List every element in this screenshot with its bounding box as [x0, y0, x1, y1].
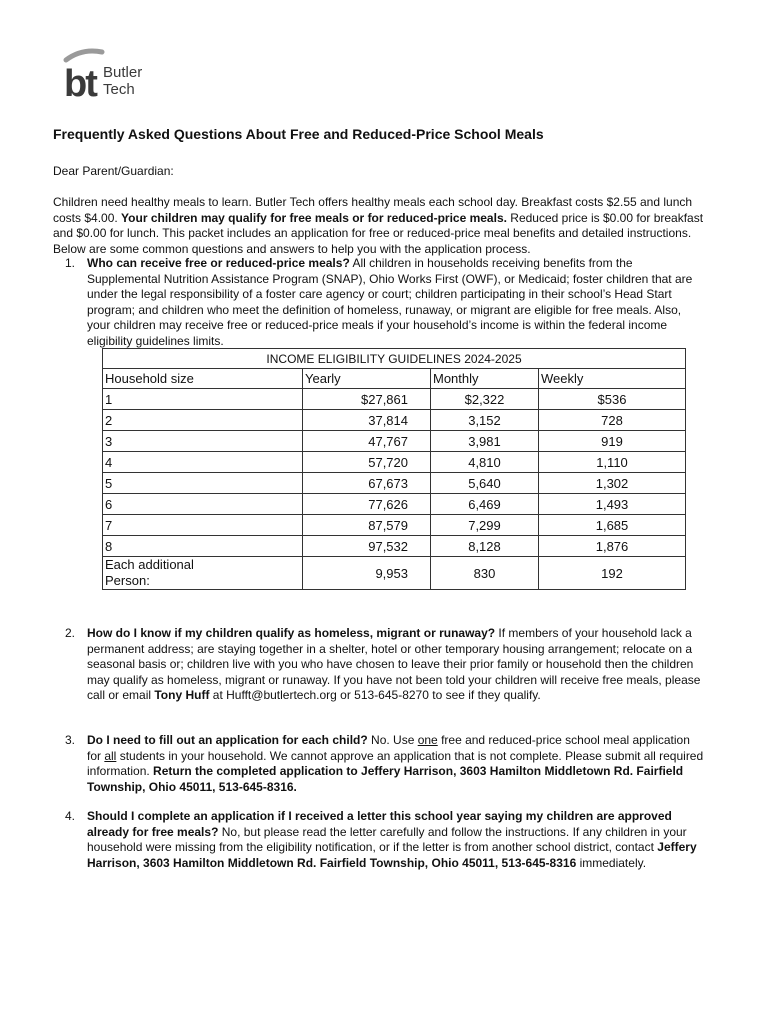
faq-number: 3. [64, 733, 75, 747]
intro-paragraph [53, 195, 721, 257]
faq-number: 2. [64, 626, 75, 640]
cell-household-size: 1 [103, 389, 303, 410]
cell-weekly: $536 [539, 389, 686, 410]
cell-household-size: 4 [103, 452, 303, 473]
table-row [103, 431, 686, 452]
cell-yearly: 77,626 [303, 494, 431, 515]
cell-weekly: 1,493 [539, 494, 686, 515]
faq-answer [87, 256, 707, 349]
cell-monthly: 7,299 [431, 515, 539, 536]
cell-household-size: 3 [103, 431, 303, 452]
cell-additional-label [103, 557, 303, 590]
cell-weekly: 728 [539, 410, 686, 431]
cell-weekly: 1,110 [539, 452, 686, 473]
cell-monthly: 3,152 [431, 410, 539, 431]
faq-question: Should I complete an application if I received a letter this school year saying my children are approved already for free meals? [87, 809, 672, 839]
underline-one: one [417, 733, 438, 747]
table-caption: INCOME ELIGIBILITY GUIDELINES 2024-2025 [103, 349, 686, 369]
cell-household-size: 7 [103, 515, 303, 536]
cell-yearly: 37,814 [303, 410, 431, 431]
faq-text-c: students in your household. We cannot approve an application that is not complete. Please submit all required information. [87, 748, 704, 778]
table-row [103, 515, 686, 536]
faq-question: Who can receive free or reduced-price meals? [87, 256, 350, 270]
cell-weekly: 919 [539, 431, 686, 452]
table-row [103, 494, 686, 515]
faq-answer [87, 733, 707, 795]
cell-weekly: 1,302 [539, 473, 686, 494]
additional-label-2: Person: [105, 573, 150, 588]
income-eligibility-table [102, 348, 686, 590]
cell-yearly: $27,861 [303, 389, 431, 410]
table-row [103, 410, 686, 431]
table-row [103, 452, 686, 473]
header-monthly: Monthly [431, 369, 539, 389]
cell-yearly: 87,579 [303, 515, 431, 536]
header-household-size: Household size [103, 369, 303, 389]
cell-yearly: 47,767 [303, 431, 431, 452]
intro-bold: Your children may qualify for free meals or for reduced-price meals. [121, 210, 507, 225]
cell-monthly: 3,981 [431, 431, 539, 452]
logo-wordmark [103, 64, 142, 98]
underline-all: all [104, 748, 117, 763]
faq-text-b: free and reduced-price school meal application for [87, 733, 690, 763]
header-weekly: Weekly [539, 369, 686, 389]
logo-line-1: Butler [103, 64, 143, 81]
svg-text:bt: bt [64, 63, 96, 104]
header-yearly: Yearly [303, 369, 431, 389]
faq-question: How do I know if my children qualify as homeless, migrant or runaway? [87, 626, 496, 640]
faq-number: 4. [64, 809, 75, 823]
cell-household-size: 5 [103, 473, 303, 494]
cell-monthly: 8,128 [431, 536, 539, 557]
faq-answer [87, 809, 713, 871]
table-row [103, 473, 686, 494]
faq-return-address: Return the completed application to Jeffery Harrison, 3603 Hamilton Middletown Rd. Fairfield Township, Ohio 45011, 513-645-8316. [87, 764, 684, 794]
cell-monthly: 5,640 [431, 473, 539, 494]
cell-yearly: 57,720 [303, 452, 431, 473]
intro-text-1: Children need healthy meals to learn. Butler Tech offers healthy meals each school day. Breakfast costs $2.55 and lunch costs $4.00. [53, 195, 693, 225]
cell-household-size: 8 [103, 536, 303, 557]
faq-text-2: immediately. [576, 855, 647, 870]
cell-household-size: 6 [103, 494, 303, 515]
faq-question: Do I need to fill out an application for each child? [87, 733, 368, 747]
faq-number: 1. [64, 256, 75, 270]
faq-contact-address: Jeffery Harrison, 3603 Hamilton Middletown Rd. Fairfield Township, Ohio 45011, 513-645-8316 [87, 840, 697, 870]
cell-additional-monthly: 830 [431, 557, 539, 590]
page-title: Frequently Asked Questions About Free and Reduced-Price School Meals [53, 126, 544, 142]
cell-household-size: 2 [103, 410, 303, 431]
faq-answer [87, 626, 707, 704]
cell-monthly: $2,322 [431, 389, 539, 410]
intro-text-2: Reduced price is $0.00 for breakfast and $0.00 for lunch. This packet includes an application for free or reduced-price meal benefits and detailed instructions. Below are some common questions and answers to help you with the application process. [53, 210, 704, 256]
cell-additional-yearly: 9,953 [303, 557, 431, 590]
cell-yearly: 67,673 [303, 473, 431, 494]
cell-monthly: 4,810 [431, 452, 539, 473]
salutation: Dear Parent/Guardian: [53, 164, 174, 178]
faq-text-a: No. Use [367, 733, 418, 747]
table-row-additional [103, 557, 686, 590]
cell-weekly: 1,876 [539, 536, 686, 557]
cell-additional-weekly: 192 [539, 557, 686, 590]
cell-yearly: 97,532 [303, 536, 431, 557]
faq-text: No, but please read the letter carefully and follow the instructions. If any children in your household were missing from the eligibility notification, or if the letter is from another school district, contact [87, 824, 687, 854]
logo-line-2: Tech [103, 81, 135, 98]
cell-monthly: 6,469 [431, 494, 539, 515]
faq-contact: Tony Huff [154, 688, 210, 702]
table-row [103, 536, 686, 557]
table-body [103, 389, 686, 557]
faq-text: All children in households receiving benefits from the Supplemental Nutrition Assistance Program (SNAP), Ohio Works First (OWF), or Medicaid; foster children that are under the legal responsibility of a foster care agency or court; children participating in their school’s Head Start program; and children who meet the definition of homeless, runaway, or migrant are eligible for free meals. Also, your children may receive free or reduced-price meals if your household’s income is within the federal income eligibility guidelines limits. [87, 256, 693, 348]
cell-weekly: 1,685 [539, 515, 686, 536]
additional-label-1: Each additional [105, 557, 194, 572]
faq-text-2: at Hufft@butlertech.org or 513-645-8270 to see if they qualify. [209, 688, 541, 702]
table-row [103, 389, 686, 410]
faq-text: If members of your household lack a permanent address; are staying together in a shelter, hotel or other temporary housing arrangement; relocate on a seasonal basis or; children live with you who have chosen to leave their prior family or household then the children may qualify as homeless, migrant or runaway. If you have not been told your children will receive free meals, please call or email [87, 626, 701, 702]
table-header-row [103, 369, 686, 389]
